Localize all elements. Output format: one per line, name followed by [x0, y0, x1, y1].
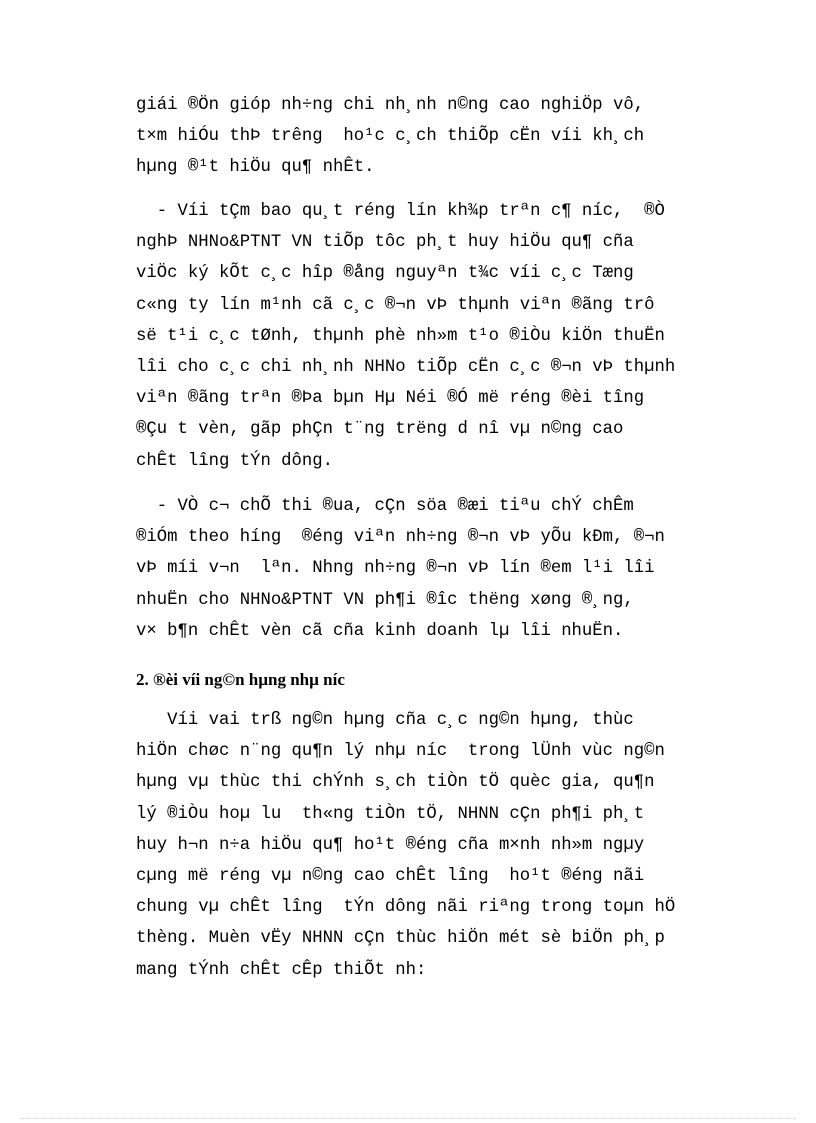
text-line: - Víi tÇm bao qu¸t réng lín kh¾p trªn c¶ níc, ®Ò [136, 202, 665, 221]
paragraph-bullet-emulation [136, 491, 741, 647]
text-line: v× b¶n chÊt vèn cã cña kinh doanh lµ lîi nhuËn. [136, 621, 624, 641]
paragraph-intro [136, 90, 741, 184]
section-heading: 2. ®èi víi ng©n hµng nhµ níc [136, 670, 345, 689]
text-line: ®Çu t vèn, gãp phÇn t¨ng trëng d nî vµ n©ng cao [136, 420, 624, 440]
text-line: chÊt lîng tÝn dông. [136, 451, 334, 471]
text-line: lîi cho c¸c chi nh¸nh NHNo tiÕp cËn c¸c ®¬n vÞ thµnh [136, 358, 676, 378]
text-line: - VÒ c¬ chÕ thi ®ua, cÇn söa ®æi tiªu chÝ chÊm [136, 497, 634, 516]
text-line: hiÖn chøc n¨ng qu¶n lý nhµ níc trong lÜnh vùc ng©n [136, 742, 665, 762]
text-line: Víi vai trß ng©n hµng cña c¸c ng©n hµng, thùc [136, 711, 634, 730]
text-line: c«ng ty lín m¹nh cã c¸c ®¬n vÞ thµnh viªn ®ãng trô [136, 295, 655, 315]
text-line: nhuËn cho NHNo&PTNT VN ph¶i ®îc thëng xøng ®¸ng, [136, 590, 634, 610]
text-line: mang tÝnh chÊt cÊp thiÕt nh: [136, 960, 427, 980]
text-line: nghÞ NHNo&PTNT VN tiÕp tôc ph¸t huy hiÖu qu¶ cña [136, 233, 634, 253]
page-bottom-divider [20, 1118, 796, 1119]
text-line: së t¹i c¸c tØnh, thµnh phè nh»m t¹o ®iÒu kiÖn thuËn [136, 326, 665, 346]
paragraph-bullet-contracts [136, 196, 741, 477]
text-line: cµng më réng vµ n©ng cao chÊt lîng ho¹t ®éng nãi [136, 867, 645, 887]
text-line: huy h¬n n÷a hiÖu qu¶ ho¹t ®éng cña m×nh nh»m ngµy [136, 835, 645, 855]
text-line: viÖc ký kÕt c¸c hîp ®ång nguyªn t¾c víi c¸c Tæng [136, 264, 634, 284]
text-line: giái ®Ön gióp nh÷ng chi nh¸nh n©ng cao nghiÖp vô, [136, 96, 645, 115]
text-line: viªn ®ãng trªn ®Þa bµn Hµ Néi ®Ó më réng ®èi tîng [136, 389, 645, 409]
text-line: hµng ®¹t hiÖu qu¶ nhÊt. [136, 158, 375, 178]
text-line: lý ®iÒu hoµ lu th«ng tiÒn tÖ, NHNN cÇn ph¶i ph¸t [136, 804, 645, 824]
paragraph-state-bank [136, 705, 741, 986]
text-line: thèng. Muèn vËy NHNN cÇn thùc hiÖn mét sè biÖn ph¸p [136, 929, 665, 949]
text-line: hµng vµ thùc thi chÝnh s¸ch tiÒn tÖ quèc gia, qu¶n [136, 773, 655, 793]
text-line: ®iÓm theo híng ®éng viªn nh÷ng ®¬n vÞ yÕu kÐm, ®¬n [136, 528, 665, 548]
text-line: vÞ míi v¬n lªn. Nhng nh÷ng ®¬n vÞ lín ®em l¹i lîi [136, 559, 655, 579]
text-line: chung vµ chÊt lîng tÝn dông nãi riªng trong toµn hÖ [136, 898, 676, 918]
text-line: t×m hiÓu thÞ trêng ho¹c c¸ch thiÕp cËn víi kh¸ch [136, 127, 645, 147]
